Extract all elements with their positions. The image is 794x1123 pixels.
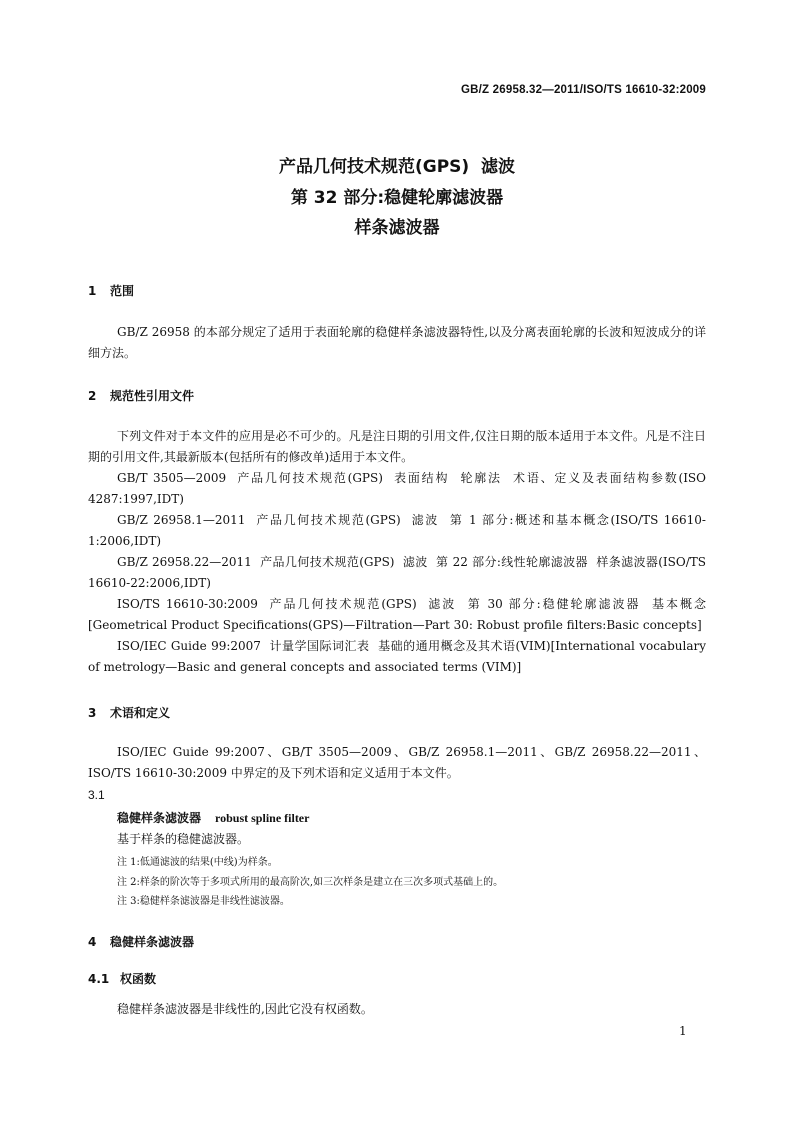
subsection-number: 4.1 <box>88 972 110 986</box>
weight-function-paragraph: 稳健样条滤波器是非线性的,因此它没有权函数。 <box>117 1002 373 1016</box>
section-4-heading <box>88 933 194 950</box>
section-number: 1 <box>88 284 97 298</box>
reference-item: GB/T 3505—2009 产品几何技术规范(GPS) 表面结构 轮廓法 术语、定义及表面结构参数(ISO 4287:1997,IDT) <box>88 471 710 506</box>
title-line-1: 产品几何技术规范(GPS) 滤波 <box>278 157 516 177</box>
section-3-heading <box>88 704 170 721</box>
section-title: 术语和定义 <box>110 706 171 720</box>
section-1-heading <box>88 282 134 299</box>
section-title: 规范性引用文件 <box>110 389 195 403</box>
terms-intro: ISO/IEC Guide 99:2007、GB/T 3505—2009、GB/Z 26958.1—2011、GB/Z 26958.22—2011、ISO/TS 16610-30:2009 中界定的及下列术语和定义适用于本文件。 <box>88 745 706 780</box>
term-definition: 基于样条的稳健滤波器。 <box>117 832 250 846</box>
document-code: GB/Z 26958.32—2011/ISO/TS 16610-32:2009 <box>461 84 706 96</box>
reference-item: ISO/TS 16610-30:2009 产品几何技术规范(GPS) 滤波 第 30 部分:稳健轮廓滤波器 基本概念[Geometrical Product Specifications(GPS)—Filtration—Part 30: Robust profile filters:Basic concepts] <box>88 597 706 632</box>
page-number: 1 <box>679 1024 687 1038</box>
section-1-body <box>88 322 706 364</box>
reference-item: GB/Z 26958.22—2011 产品几何技术规范(GPS) 滤波 第 22 部分:线性轮廓滤波器 样条滤波器(ISO/TS 16610-22:2006,IDT) <box>88 555 710 590</box>
section-4-body <box>88 999 706 1020</box>
term-english: robust spline filter <box>215 811 310 825</box>
section-3-body <box>88 742 706 784</box>
section-2-body <box>88 426 710 678</box>
section-title: 范围 <box>110 284 135 298</box>
section-title: 稳健样条滤波器 <box>110 935 195 949</box>
section-2-heading <box>88 387 194 404</box>
reference-item: ISO/IEC Guide 99:2007 计量学国际词汇表 基础的通用概念及其术语(VIM)[International vocabulary of metrology—Basic and general concepts and associated terms (VIM)] <box>88 639 710 674</box>
title-line-3: 样条滤波器 <box>354 218 440 238</box>
title-line-2: 第 32 部分:稳健轮廓滤波器 <box>290 188 504 208</box>
note-item: 注 3:稳健样条滤波器是非线性滤波器。 <box>117 896 290 907</box>
term-entry <box>117 809 309 826</box>
references-intro: 下列文件对于本文件的应用是必不可少的。凡是注日期的引用文件,仅注日期的版本适用于本文件。凡是不注日期的引用文件,其最新版本(包括所有的修改单)适用于本文件。 <box>88 429 706 464</box>
subclause-number: 3.1 <box>88 788 105 802</box>
subsection-4-1-heading <box>88 970 156 987</box>
section-number: 4 <box>88 935 97 949</box>
term-chinese: 稳健样条滤波器 <box>117 811 202 825</box>
section-number: 2 <box>88 389 97 403</box>
subsection-title: 权函数 <box>120 972 157 986</box>
note-item: 注 1:低通滤波的结果(中线)为样条。 <box>117 857 278 868</box>
scope-paragraph: GB/Z 26958 的本部分规定了适用于表面轮廓的稳健样条滤波器特性,以及分离表面轮廓的长波和短波成分的详细方法。 <box>88 325 706 360</box>
section-number: 3 <box>88 706 97 720</box>
note-item: 注 2:样条的阶次等于多项式所用的最高阶次,如三次样条是建立在三次多项式基础上的。 <box>117 877 504 888</box>
reference-item: GB/Z 26958.1—2011 产品几何技术规范(GPS) 滤波 第 1 部分:概述和基本概念(ISO/TS 16610-1:2006,IDT) <box>88 513 706 548</box>
